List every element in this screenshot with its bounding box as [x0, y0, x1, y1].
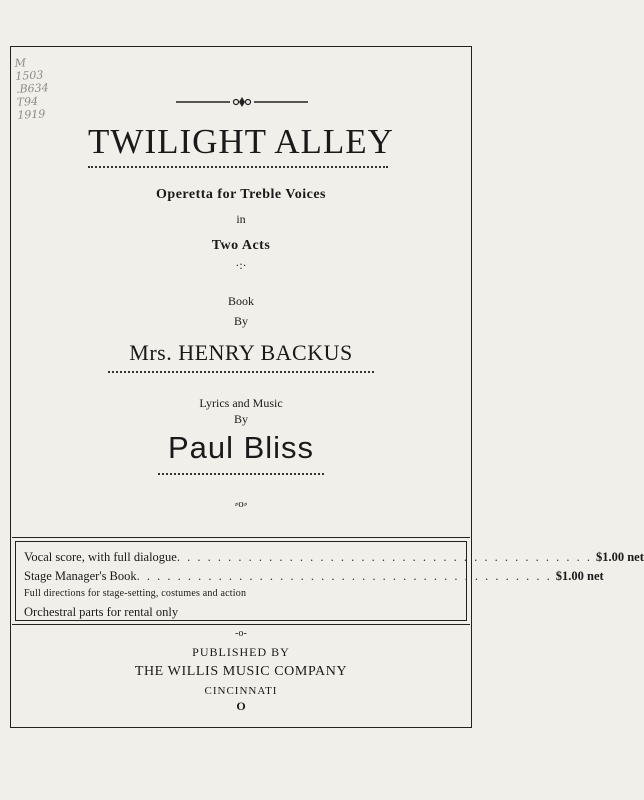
call-number-line: .B634 [15, 81, 49, 96]
publisher-name: THE WILLIS MUSIC COMPANY [134, 664, 348, 679]
dot-leader: . . . . . . . . . . . . . . . . . . . . . . . . . . . . . . . . . . . . . . . . . [176, 550, 592, 564]
star-ornament-icon: ·:· [235, 258, 247, 272]
acts-text: Two Acts [211, 238, 271, 253]
in-text: in [236, 212, 246, 226]
divider-ornament-icon: -o- [235, 628, 247, 639]
author-underline [108, 371, 374, 375]
price-line-stage-manager [24, 569, 604, 584]
price-box-inner [15, 541, 644, 621]
directions-note [24, 588, 458, 599]
by-text: By [233, 412, 248, 426]
by-text: By [233, 314, 248, 328]
price-value: $1.00 net [555, 569, 604, 583]
book-label: Book [227, 294, 254, 308]
call-number-line: 1919 [17, 107, 46, 122]
flourish-ornament-icon [176, 96, 308, 108]
publisher-city: CINCINNATI [204, 685, 278, 697]
price-line-vocal-score [24, 550, 644, 565]
price-label: Stage Manager's Book [24, 569, 137, 583]
price-box [12, 537, 644, 625]
call-number-line: 1503 [15, 68, 44, 83]
directions-text: Full directions for stage-setting, costumes and action [24, 588, 247, 599]
small-ornament-icon: ⸗o⸗ [234, 498, 248, 510]
orchestral-text: Orchestral parts for rental only [24, 605, 179, 619]
price-label: Vocal score, with full dialogue [24, 550, 177, 564]
price-value: $1.00 net [595, 550, 644, 564]
composer-underline [158, 473, 324, 477]
dot-leader: . . . . . . . . . . . . . . . . . . . . . . . . . . . . . . . . . . . . . . . . . [136, 569, 552, 583]
published-by-label: PUBLISHED BY [192, 645, 290, 659]
orchestral-note [24, 605, 458, 620]
call-number-line: M [14, 56, 27, 70]
page-title: TWILIGHT ALLEY [88, 122, 394, 161]
call-number-line: T94 [16, 94, 39, 109]
title-underline [88, 166, 388, 170]
lyrics-label: Lyrics and Music [199, 396, 283, 410]
composer-name: Paul Bliss [167, 430, 315, 465]
subtitle: Operetta for Treble Voices [156, 187, 326, 202]
publisher-logo-icon: O [236, 699, 246, 713]
author-name: Mrs. HENRY BACKUS [129, 340, 353, 365]
